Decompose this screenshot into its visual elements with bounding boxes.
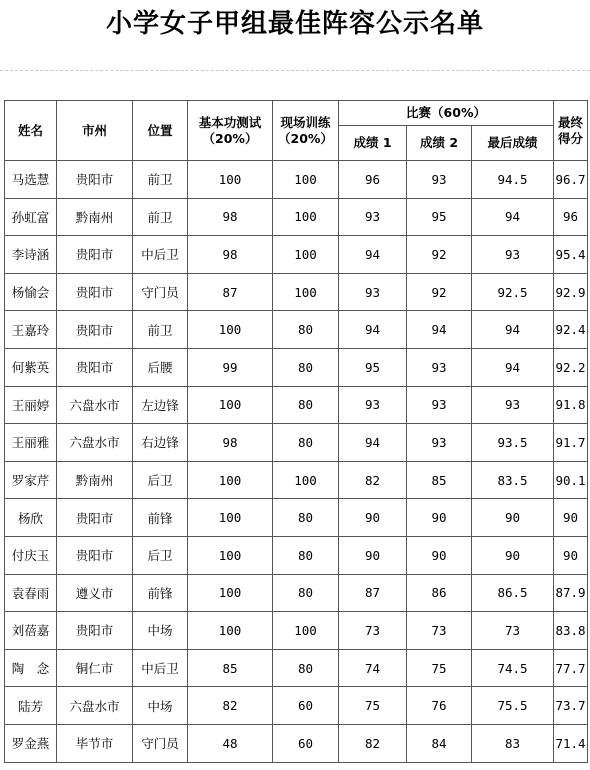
cell-onsite-training: 80 (273, 386, 339, 424)
table-row (5, 649, 588, 687)
cell-name: 杨欣 (5, 499, 57, 537)
cell-city: 贵阳市 (57, 311, 133, 349)
header-final-score (554, 101, 588, 161)
cell-score-2: 92 (407, 236, 472, 274)
cell-score-2: 86 (407, 574, 472, 612)
table-row (5, 198, 588, 236)
cell-score-2: 84 (407, 724, 472, 762)
table-row (5, 499, 588, 537)
cell-name: 杨愉会 (5, 273, 57, 311)
cell-position: 后卫 (133, 536, 188, 574)
cell-match-final: 83 (472, 724, 554, 762)
cell-basic-test: 48 (188, 724, 273, 762)
cell-city: 遵义市 (57, 574, 133, 612)
header-match: 比赛（60%） (339, 101, 554, 126)
cell-name: 陶 念 (5, 649, 57, 687)
cell-basic-test: 100 (188, 536, 273, 574)
cell-basic-test: 100 (188, 161, 273, 199)
header-name: 姓名 (5, 101, 57, 161)
cell-onsite-training: 80 (273, 499, 339, 537)
cell-final-score: 92.9 (554, 273, 588, 311)
header-basic-test (188, 101, 273, 161)
cell-final-score: 90 (554, 499, 588, 537)
cell-score-1: 82 (339, 724, 407, 762)
cell-name: 罗金燕 (5, 724, 57, 762)
cell-score-1: 94 (339, 424, 407, 462)
cell-score-2: 85 (407, 461, 472, 499)
table-row (5, 612, 588, 650)
table-row (5, 273, 588, 311)
cell-match-final: 94 (472, 311, 554, 349)
cell-onsite-training: 100 (273, 461, 339, 499)
header-basic-test-weight: （20%） (202, 130, 258, 146)
header-position: 位置 (133, 101, 188, 161)
cell-score-1: 90 (339, 536, 407, 574)
cell-match-final: 94 (472, 348, 554, 386)
cell-score-2: 90 (407, 536, 472, 574)
cell-onsite-training: 100 (273, 273, 339, 311)
cell-position: 中场 (133, 612, 188, 650)
cell-score-1: 95 (339, 348, 407, 386)
cell-onsite-training: 80 (273, 348, 339, 386)
cell-basic-test: 98 (188, 236, 273, 274)
cell-score-1: 74 (339, 649, 407, 687)
cell-final-score: 77.7 (554, 649, 588, 687)
header-match-final: 最后成绩 (472, 126, 554, 161)
cell-city: 六盘水市 (57, 386, 133, 424)
cell-final-score: 91.7 (554, 424, 588, 462)
table-row (5, 724, 588, 762)
cell-position: 后卫 (133, 461, 188, 499)
cell-city: 六盘水市 (57, 424, 133, 462)
cell-score-1: 87 (339, 574, 407, 612)
cell-name: 罗家芹 (5, 461, 57, 499)
cell-match-final: 93 (472, 236, 554, 274)
table-row (5, 311, 588, 349)
table-body (5, 161, 588, 763)
header-onsite-training-weight: （20%） (278, 130, 333, 146)
table-row (5, 386, 588, 424)
cell-city: 毕节市 (57, 724, 133, 762)
cell-basic-test: 98 (188, 198, 273, 236)
cell-basic-test: 98 (188, 424, 273, 462)
cell-score-2: 94 (407, 311, 472, 349)
cell-city: 黔南州 (57, 461, 133, 499)
cell-match-final: 75.5 (472, 687, 554, 725)
cell-city: 贵阳市 (57, 348, 133, 386)
cell-onsite-training: 100 (273, 612, 339, 650)
cell-basic-test: 87 (188, 273, 273, 311)
header-score-1: 成绩 1 (339, 126, 407, 161)
cell-basic-test: 100 (188, 612, 273, 650)
cell-basic-test: 100 (188, 574, 273, 612)
header-final-score-line1: 最终 (558, 114, 584, 130)
cell-final-score: 90 (554, 536, 588, 574)
cell-position: 右边锋 (133, 424, 188, 462)
cell-position: 前卫 (133, 311, 188, 349)
cell-city: 贵阳市 (57, 536, 133, 574)
cell-score-1: 94 (339, 311, 407, 349)
header-final-score-line2: 得分 (558, 130, 584, 146)
cell-city: 六盘水市 (57, 687, 133, 725)
table-row (5, 348, 588, 386)
cell-name: 付庆玉 (5, 536, 57, 574)
cell-score-2: 75 (407, 649, 472, 687)
cell-onsite-training: 80 (273, 649, 339, 687)
title-divider (0, 70, 590, 71)
table-row (5, 536, 588, 574)
cell-city: 贵阳市 (57, 161, 133, 199)
cell-final-score: 90.1 (554, 461, 588, 499)
cell-position: 守门员 (133, 724, 188, 762)
page-title: 小学女子甲组最佳阵容公示名单 (105, 9, 484, 39)
cell-score-1: 75 (339, 687, 407, 725)
cell-score-2: 90 (407, 499, 472, 537)
cell-basic-test: 85 (188, 649, 273, 687)
cell-final-score: 96 (554, 198, 588, 236)
cell-final-score: 95.4 (554, 236, 588, 274)
cell-position: 守门员 (133, 273, 188, 311)
cell-onsite-training: 60 (273, 724, 339, 762)
cell-match-final: 90 (472, 536, 554, 574)
cell-onsite-training: 80 (273, 424, 339, 462)
cell-final-score: 83.8 (554, 612, 588, 650)
cell-score-1: 96 (339, 161, 407, 199)
cell-name: 何紫英 (5, 348, 57, 386)
roster-table (4, 100, 588, 763)
cell-score-2: 93 (407, 348, 472, 386)
cell-position: 左边锋 (133, 386, 188, 424)
cell-score-2: 93 (407, 161, 472, 199)
cell-score-2: 92 (407, 273, 472, 311)
cell-final-score: 73.7 (554, 687, 588, 725)
cell-position: 前卫 (133, 161, 188, 199)
cell-name: 马选慧 (5, 161, 57, 199)
cell-city: 贵阳市 (57, 273, 133, 311)
cell-final-score: 96.7 (554, 161, 588, 199)
cell-final-score: 92.2 (554, 348, 588, 386)
cell-match-final: 83.5 (472, 461, 554, 499)
cell-basic-test: 100 (188, 461, 273, 499)
header-basic-test-title: 基本功测试 (198, 114, 262, 130)
table-row (5, 161, 588, 199)
cell-score-2: 93 (407, 424, 472, 462)
cell-city: 铜仁市 (57, 649, 133, 687)
table-row (5, 236, 588, 274)
cell-match-final: 90 (472, 499, 554, 537)
cell-score-1: 94 (339, 236, 407, 274)
cell-score-1: 93 (339, 273, 407, 311)
cell-position: 后腰 (133, 348, 188, 386)
cell-city: 贵阳市 (57, 236, 133, 274)
cell-onsite-training: 100 (273, 161, 339, 199)
cell-onsite-training: 60 (273, 687, 339, 725)
cell-score-2: 73 (407, 612, 472, 650)
cell-score-2: 93 (407, 386, 472, 424)
cell-position: 中后卫 (133, 649, 188, 687)
cell-name: 王丽雅 (5, 424, 57, 462)
cell-name: 王丽婷 (5, 386, 57, 424)
cell-basic-test: 100 (188, 499, 273, 537)
table-row (5, 461, 588, 499)
cell-match-final: 94.5 (472, 161, 554, 199)
cell-name: 李诗涵 (5, 236, 57, 274)
cell-name: 孙虹富 (5, 198, 57, 236)
cell-onsite-training: 80 (273, 536, 339, 574)
cell-name: 陆芳 (5, 687, 57, 725)
cell-position: 前锋 (133, 574, 188, 612)
cell-final-score: 92.4 (554, 311, 588, 349)
cell-position: 前锋 (133, 499, 188, 537)
cell-score-2: 76 (407, 687, 472, 725)
cell-city: 贵阳市 (57, 612, 133, 650)
cell-position: 前卫 (133, 198, 188, 236)
cell-name: 袁春雨 (5, 574, 57, 612)
header-city: 市州 (57, 101, 133, 161)
cell-score-1: 93 (339, 386, 407, 424)
cell-onsite-training: 100 (273, 236, 339, 274)
cell-match-final: 94 (472, 198, 554, 236)
cell-score-1: 73 (339, 612, 407, 650)
table-row (5, 574, 588, 612)
header-score-2: 成绩 2 (407, 126, 472, 161)
cell-basic-test: 100 (188, 386, 273, 424)
cell-position: 中场 (133, 687, 188, 725)
header-onsite-training (273, 101, 339, 161)
cell-basic-test: 99 (188, 348, 273, 386)
header-onsite-training-title: 现场训练 (280, 114, 331, 130)
cell-city: 贵阳市 (57, 499, 133, 537)
cell-score-2: 95 (407, 198, 472, 236)
cell-basic-test: 100 (188, 311, 273, 349)
table-header (5, 101, 588, 161)
cell-match-final: 73 (472, 612, 554, 650)
cell-onsite-training: 100 (273, 198, 339, 236)
cell-final-score: 87.9 (554, 574, 588, 612)
cell-score-1: 82 (339, 461, 407, 499)
cell-city: 黔南州 (57, 198, 133, 236)
cell-score-1: 90 (339, 499, 407, 537)
cell-match-final: 86.5 (472, 574, 554, 612)
cell-score-1: 93 (339, 198, 407, 236)
cell-onsite-training: 80 (273, 311, 339, 349)
cell-onsite-training: 80 (273, 574, 339, 612)
cell-match-final: 92.5 (472, 273, 554, 311)
cell-basic-test: 82 (188, 687, 273, 725)
cell-match-final: 93 (472, 386, 554, 424)
table-row (5, 424, 588, 462)
cell-match-final: 74.5 (472, 649, 554, 687)
cell-final-score: 71.4 (554, 724, 588, 762)
cell-match-final: 93.5 (472, 424, 554, 462)
table-row (5, 687, 588, 725)
cell-final-score: 91.8 (554, 386, 588, 424)
cell-name: 王嘉玲 (5, 311, 57, 349)
cell-position: 中后卫 (133, 236, 188, 274)
cell-name: 刘蓓嘉 (5, 612, 57, 650)
